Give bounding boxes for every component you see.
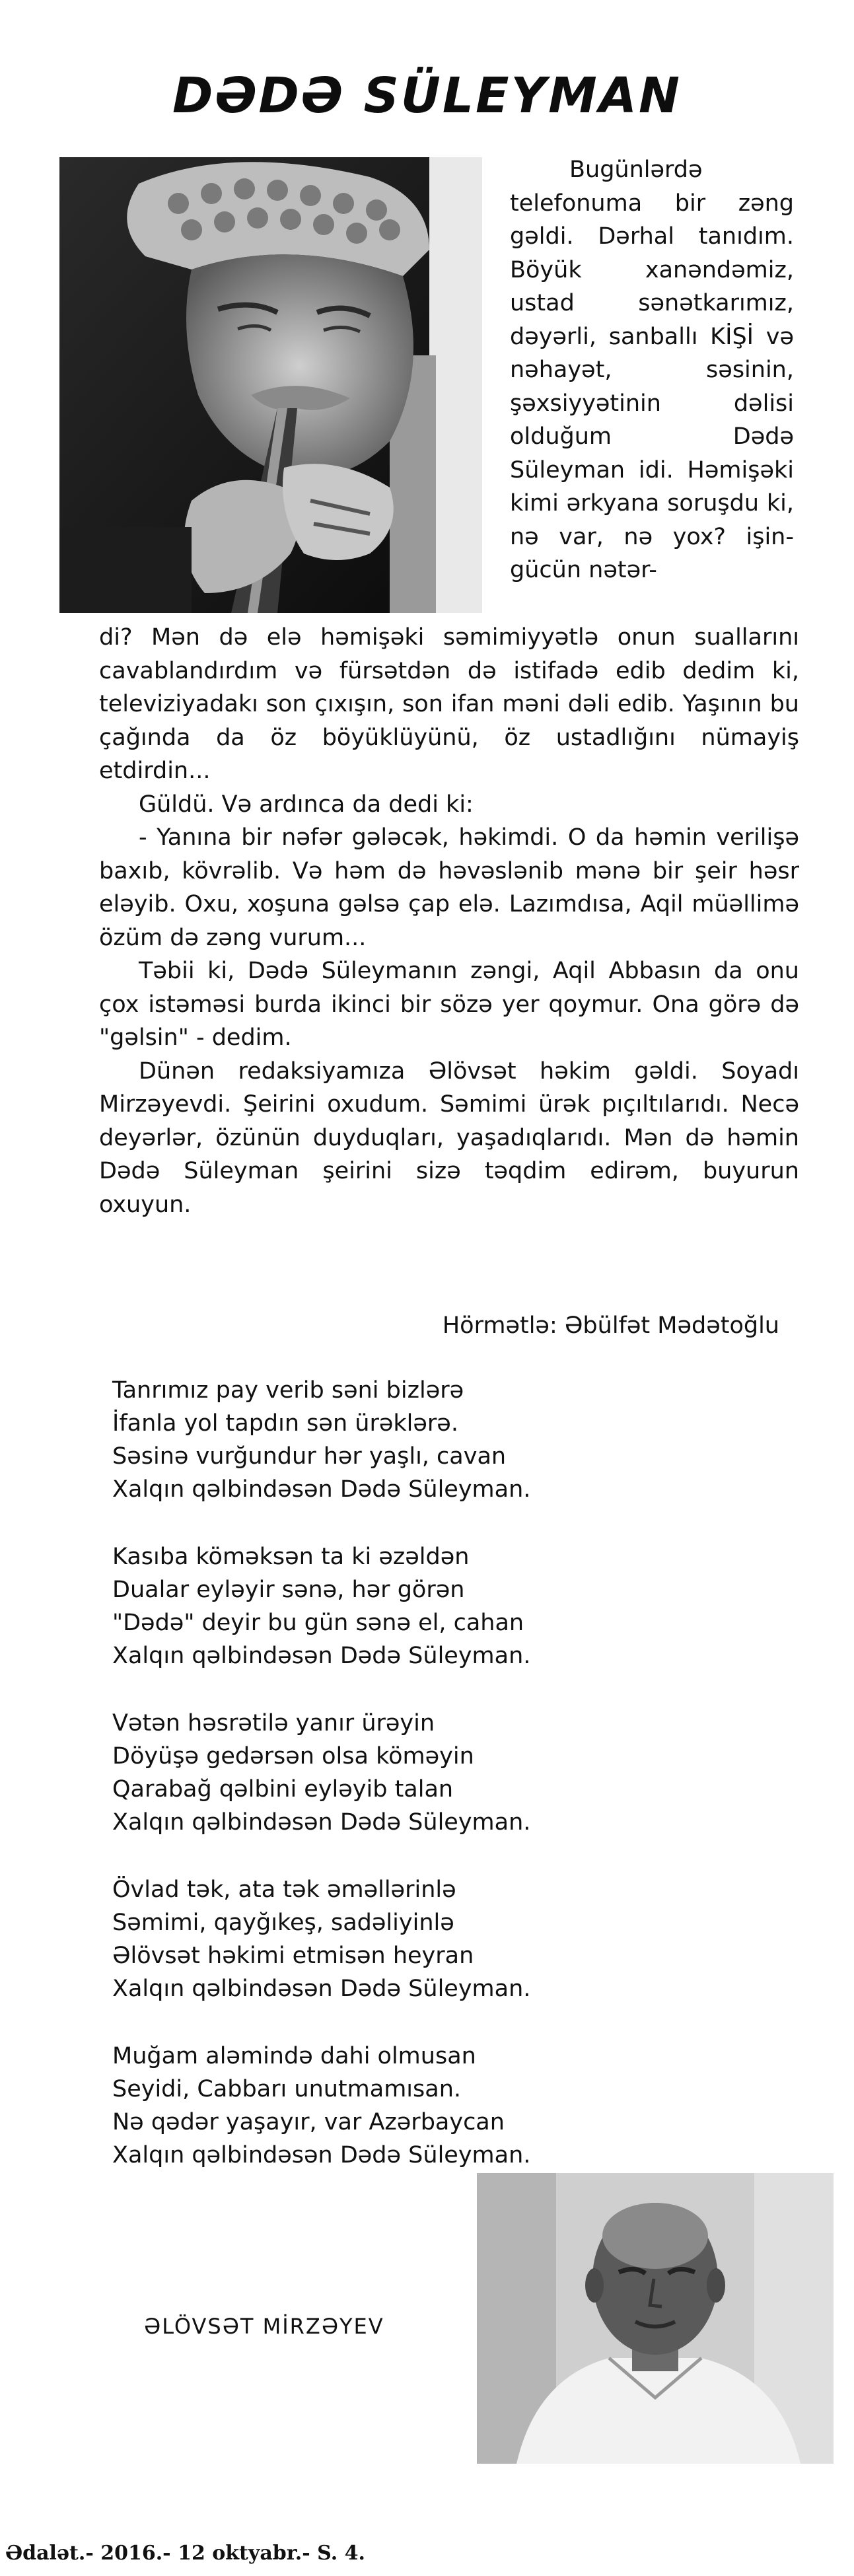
paragraph-call: Təbii ki, Dədə Süleymanın zəngi, Aqil Abbasın da onu çox istəməsi burda ikinci bir sözə yer qoymur. Ona görə də "gəlsin" - dedim. bbox=[99, 958, 799, 1051]
poem-line: Xalqın qəlbindəsən Dədə Süleyman. bbox=[112, 1976, 531, 2002]
poem-line: Xalqın qəlbindəsən Dədə Süleyman. bbox=[112, 2142, 531, 2168]
singer-photo bbox=[59, 157, 482, 613]
paragraph-quote: - Yanına bir nəfər gələcək, həkimdi. O da həmin verilişə baxıb, kövrəlib. Və həm də həvəslənib mənə bir şeir həsr eləyib. Oxu, xoşuna gəlsə çap elə. Lazımdısa, Aqil müəllimə özüm də zəng vurum... bbox=[99, 824, 799, 951]
author-photo bbox=[477, 2173, 834, 2464]
poem-line: Vətən həsrətilə yanır ürəyin bbox=[112, 1710, 435, 1736]
poem-stanza bbox=[112, 1873, 707, 2005]
poem-line: Dualar eyləyir sənə, hər görən bbox=[112, 1577, 465, 1603]
poem-stanza bbox=[112, 1540, 707, 1672]
poem-line: Tanrımız pay verib səni bizlərə bbox=[112, 1377, 464, 1404]
poem-line: Əlövsət həkimi etmisən heyran bbox=[112, 1943, 474, 1969]
poem-stanza bbox=[112, 2040, 707, 2172]
poem-line: Qarabağ qəlbini eyləyib talan bbox=[112, 1776, 454, 1803]
paragraph-laughed: Güldü. Və ardınca da dedi ki: bbox=[139, 791, 474, 818]
poem-stanza bbox=[112, 1707, 707, 1839]
poem-stanza bbox=[112, 1374, 707, 1506]
poem-line: Muğam aləmində dahi olmusan bbox=[112, 2043, 476, 2069]
article-signature: Hörmətlə: Əbülfət Mədətoğlu bbox=[442, 1312, 779, 1339]
source-citation: Ədalət.- 2016.- 12 oktyabr.- S. 4. bbox=[5, 2542, 365, 2565]
poem bbox=[112, 1374, 707, 2206]
intro-paragraph: Bugünlərdə telefonuma bir zəng gəldi. Dərhal tanıdım. Böyük xanəndəmiz, ustad sənətkarımız, dəyərli, sanballı KİŞİ və nəhayət, səsinin, şəxsiyyətinin dəlisi olduğum Dədə Süleyman idi. Həmişəki kimi ərkyana soruşdu ki, nə var, nə yox? işin-gücün nətər- bbox=[510, 157, 794, 583]
poem-line: Xalqın qəlbindəsən Dədə Süleyman. bbox=[112, 1809, 531, 1836]
poem-author: ƏLÖVSƏT MİRZƏYEV bbox=[144, 2314, 384, 2339]
poem-line: "Dədə" deyir bu gün sənə el, cahan bbox=[112, 1610, 524, 1636]
poem-line: İfanla yol tapdın sən ürəklərə. bbox=[112, 1410, 458, 1437]
poem-line: Seyidi, Cabbarı unutmamısan. bbox=[112, 2076, 462, 2102]
poem-line: Səmimi, qayğıkeş, sadəliyinlə bbox=[112, 1910, 454, 1936]
article-title: DƏDƏ SÜLEYMAN bbox=[172, 67, 682, 124]
poem-line: Xalqın qəlbindəsən Dədə Süleyman. bbox=[112, 1643, 531, 1669]
poem-line: Səsinə vurğundur hər yaşlı, cavan bbox=[112, 1443, 507, 1470]
poem-line: Kasıba köməksən ta ki əzəldən bbox=[112, 1544, 470, 1570]
poem-line: Xalqın qəlbindəsən Dədə Süleyman. bbox=[112, 1476, 531, 1503]
poem-line: Nə qədər yaşayır, var Azərbaycan bbox=[112, 2109, 505, 2135]
article-body bbox=[99, 621, 799, 1221]
intro-column bbox=[510, 153, 794, 587]
paragraph-visit: Dünən redaksiyamıza Əlövsət həkim gəldi. Soyadı Mirzəyevdi. Şeirini oxudum. Səmimi ürək pıçıltılarıdı. Necə deyərlər, özünün duyduqları, yaşadıqlarıdı. Mən də həmin Dədə Süleyman şeirini sizə təqdim edirəm, buyurun oxuyun. bbox=[99, 1057, 799, 1218]
paragraph-continued: di? Mən də elə həmişəki səmimiyyətlə onun suallarını cavablandırdım və fürsətdən də istifadə edib dedim ki, televiziyadakı son çıxışın, son ifan məni dəli edib. Yaşının bu çağında da öz böyüklüyünü, öz ustadlığını nümayiş etdirdin... bbox=[99, 624, 799, 784]
poem-line: Döyüşə gedərsən olsa köməyin bbox=[112, 1743, 474, 1770]
poem-line: Övlad tək, ata tək əməllərinlə bbox=[112, 1877, 456, 1903]
